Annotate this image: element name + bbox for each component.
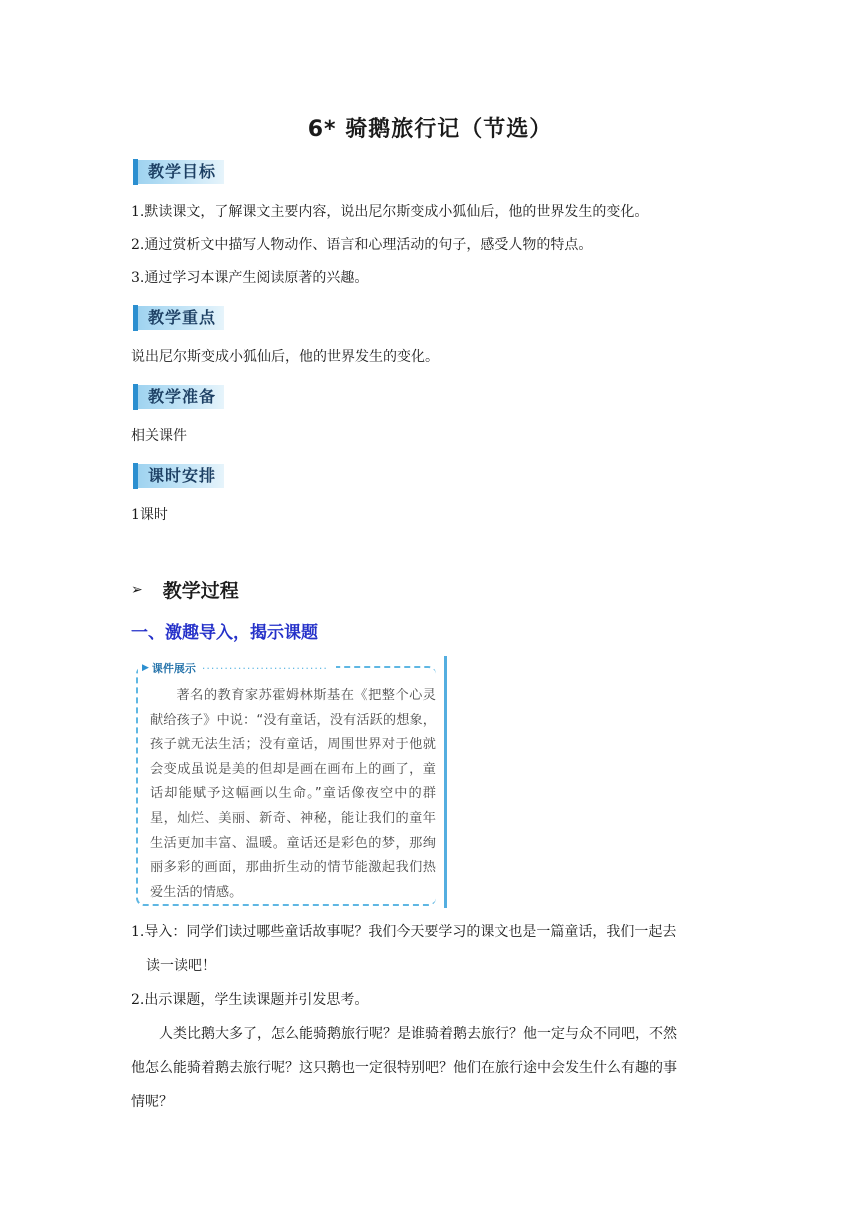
- section-tag-prep: [133, 384, 224, 410]
- section-label: 教学准备: [138, 385, 224, 409]
- play-triangle-icon: ▶: [142, 663, 149, 673]
- goal-item: 3.通过学习本课产生阅读原著的兴趣。: [131, 270, 369, 286]
- section-label: 课时安排: [138, 464, 224, 488]
- part-heading: 一、激趣导入，揭示课题: [131, 623, 318, 643]
- goal-item: 2.通过赏析文中描写人物动作、语言和心理活动的句子，感受人物的特点。: [131, 237, 593, 253]
- section-tag-time: [133, 463, 224, 489]
- process-heading-text: 教学过程: [162, 580, 239, 602]
- showcase-text: 著名的教育家苏霍姆林斯基在《把整个心灵献给孩子》中说：“没有童话，没有活跃的想象，孩子就无法生活；没有童话，周围世界对于他就会变成虽说是美的但却是画在画布上的画了，童话却能赋予这幅画以生命。”童话像夜空中的群星，灿烂、美丽、新奇、神秘，能让我们的童年生活更加丰富、温暖。童话还是彩色的梦，那绚丽多彩的画面，那曲折生动的情节能激起我们热爱生活的情感。: [150, 688, 436, 900]
- question-paragraph-line-3: 情呢？: [131, 1094, 173, 1110]
- question-paragraph-line-1: 人类比鹅大多了，怎么能骑鹅旅行呢？是谁骑着鹅去旅行？他一定与众不同吧，不然: [159, 1026, 677, 1042]
- time-text: 1课时: [131, 507, 168, 523]
- step-1-line-2: 读一读吧！: [146, 958, 216, 974]
- key-point: 说出尼尔斯变成小狐仙后，他的世界发生的变化。: [131, 349, 439, 365]
- step-2: 2.出示课题，学生读课题并引发思考。: [131, 992, 369, 1008]
- page-title: 6* 骑鹅旅行记（节选）: [307, 117, 553, 142]
- showcase-tag-label: 课件展示: [151, 662, 196, 675]
- section-label: 教学目标: [138, 160, 224, 184]
- section-tag-goals: [133, 159, 224, 185]
- courseware-showcase: [136, 656, 448, 908]
- section-tag-key: [133, 305, 224, 331]
- step-1-line-1: 1.导入：同学们读过哪些童话故事呢？我们今天要学习的课文也是一篇童话，我们一起去: [131, 924, 677, 940]
- arrow-bullet-icon: ➢: [131, 581, 143, 598]
- showcase-tag: [138, 660, 336, 676]
- dotted-line-icon: ····························: [201, 661, 328, 675]
- process-heading: [131, 576, 239, 603]
- section-label: 教学重点: [138, 306, 224, 330]
- prep-text: 相关课件: [131, 428, 187, 444]
- showcase-side-bar: [444, 656, 447, 908]
- question-paragraph-line-2: 他怎么能骑着鹅去旅行呢？这只鹅也一定很特别吧？他们在旅行途中会发生什么有趣的事: [131, 1060, 677, 1076]
- showcase-text-block: [150, 684, 436, 905]
- goal-item: 1.默读课文，了解课文主要内容，说出尼尔斯变成小狐仙后，他的世界发生的变化。: [131, 204, 649, 220]
